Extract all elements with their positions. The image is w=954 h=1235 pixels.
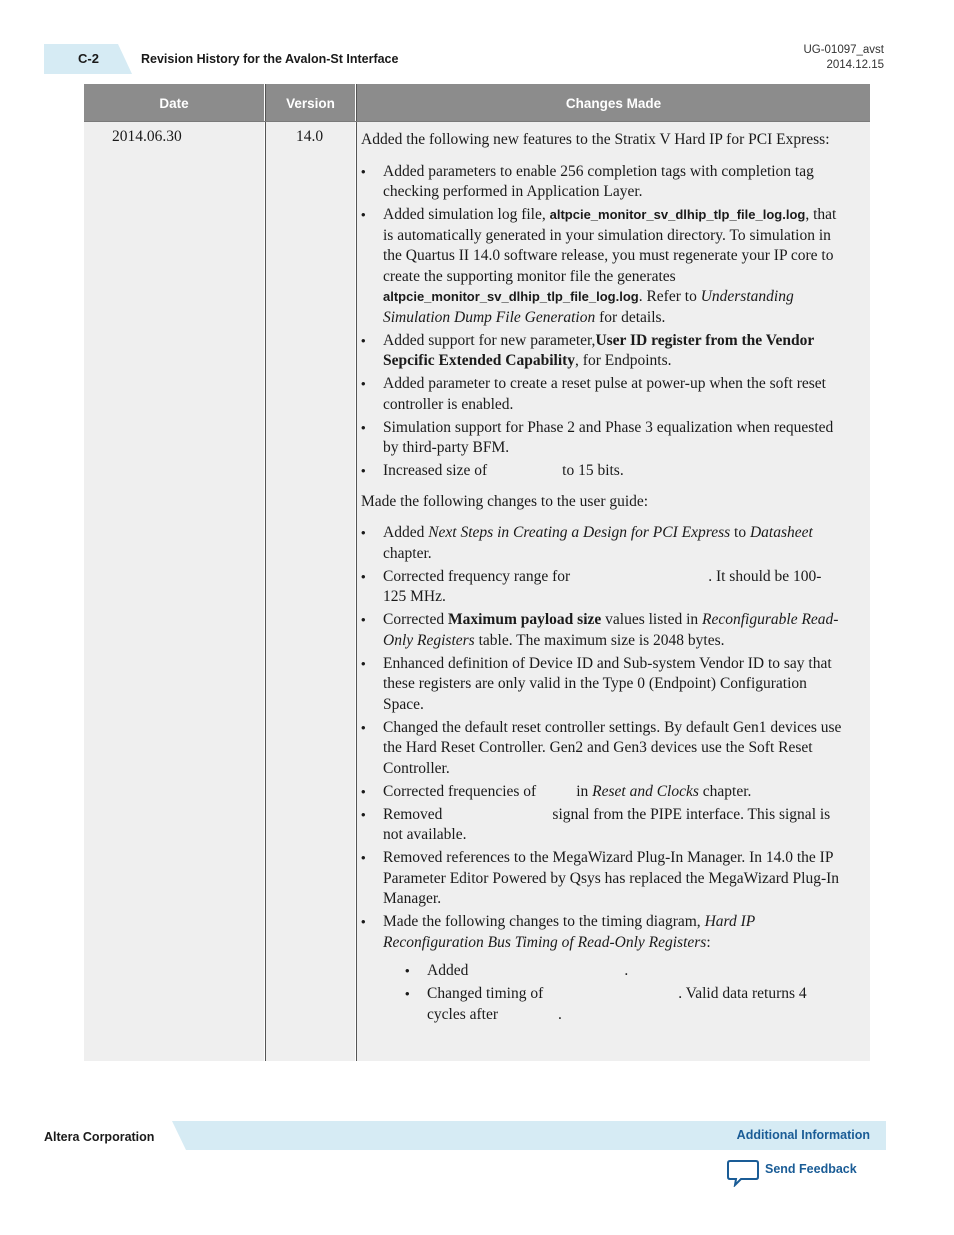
list-item: • Corrected frequencies of in Reset and Clocks chapter. xyxy=(383,782,843,803)
list-item: • Added support for new parameter,User ID register from the Vendor Sepcific Extended Capability, for Endpoints. xyxy=(383,331,843,372)
list-item: • Added Next Steps in Creating a Design for PCI Express to Datasheet chapter. xyxy=(383,523,843,564)
speech-bubble-icon xyxy=(727,1159,759,1187)
header-version: Version xyxy=(266,84,355,122)
doc-info xyxy=(803,43,884,73)
header-changes: Changes Made xyxy=(357,84,870,122)
list-item: • Made the following changes to the timing diagram, Hard IP Reconfiguration Bus Timing of Read-Only Registers: • Added . • Changed timing of . Valid data returns 4 cycles after . xyxy=(383,912,843,1025)
row-version: 14.0 xyxy=(296,128,324,145)
column-divider xyxy=(356,84,357,1061)
header-divider xyxy=(84,121,870,122)
intro-features: Added the following new features to the Stratix V Hard IP for PCI Express: xyxy=(361,131,830,148)
filename: altpcie_monitor_sv_dlhip_tlp_file_log.log xyxy=(549,207,806,222)
list-item: • Increased size of to 15 bits. xyxy=(383,461,843,482)
parameter-name: User ID register from the Vendor Sepcific Extended Capability xyxy=(383,331,814,369)
list-item: • Enhanced definition of Device ID and Sub-system Vendor ID to say that these registers are only valid in the Type 0 (Endpoint) Configuration Space. xyxy=(383,654,843,716)
row-date: 2014.06.30 xyxy=(112,128,182,145)
list-item: • Changed timing of . Valid data returns 4 cycles after . xyxy=(427,984,843,1025)
row-changes xyxy=(361,130,843,1035)
column-divider xyxy=(265,84,266,1061)
list-item: • Simulation support for Phase 2 and Phase 3 equalization when requested by third-party BFM. xyxy=(383,418,843,459)
doc-date: 2014.12.15 xyxy=(826,59,884,71)
send-feedback-link[interactable] xyxy=(727,1158,867,1188)
list-item: • Corrected Maximum payload size values listed in Reconfigurable Read-Only Registers table. The maximum size is 2048 bytes. xyxy=(383,610,843,651)
timing-sublist xyxy=(383,961,843,1025)
intro-userguide: Made the following changes to the user guide: xyxy=(361,492,649,510)
company-name: Altera Corporation xyxy=(44,1130,155,1144)
feature-list xyxy=(361,162,843,482)
userguide-list xyxy=(361,523,843,1025)
list-item: • Removed signal from the PIPE interface. This signal is not available. xyxy=(383,805,843,846)
list-item: • Corrected frequency range for . It should be 100-125 MHz. xyxy=(383,567,843,608)
section-title: Revision History for the Avalon-St Interface xyxy=(141,52,399,66)
send-feedback-label: Send Feedback xyxy=(765,1162,857,1176)
header-date: Date xyxy=(84,84,264,122)
additional-information-link[interactable]: Additional Information xyxy=(736,1128,870,1142)
list-item: • Added simulation log file, altpcie_monitor_sv_dlhip_tlp_file_log.log, that is automatically generated in your simulation directory. To simulation in the Quartus II 14.0 software release, you must regenerate your IP core to create the supporting monitor file the generates altpcie_monitor_sv_dlhip_tlp_file_log.log. Refer to Understanding Simulation Dump File Generation for details. xyxy=(383,205,843,328)
list-item: • Removed references to the MegaWizard Plug-In Manager. In 14.0 the IP Parameter Editor Powered by Qsys has replaced the MegaWizard Plug-In Manager. xyxy=(383,848,843,910)
body-date-col xyxy=(84,122,264,1061)
list-item: • Changed the default reset controller settings. By default Gen1 devices use the Hard Reset Controller. Gen2 and Gen3 devices use the Soft Reset Controller. xyxy=(383,718,843,780)
filename: altpcie_monitor_sv_dlhip_tlp_file_log.log xyxy=(383,289,639,304)
doc-reference: Understanding Simulation Dump File Generation xyxy=(383,288,794,326)
list-item: • Added parameter to create a reset pulse at power-up when the soft reset controller is enabled. xyxy=(383,374,843,415)
body-version-col xyxy=(266,122,355,1061)
page-code: C-2 xyxy=(78,51,99,66)
doc-id: UG-01097_avst xyxy=(803,44,884,56)
list-item: • Added parameters to enable 256 completion tags with completion tag checking performed in Application Layer. xyxy=(383,162,843,203)
list-item: • Added . xyxy=(427,961,843,982)
revision-table xyxy=(84,84,870,1061)
